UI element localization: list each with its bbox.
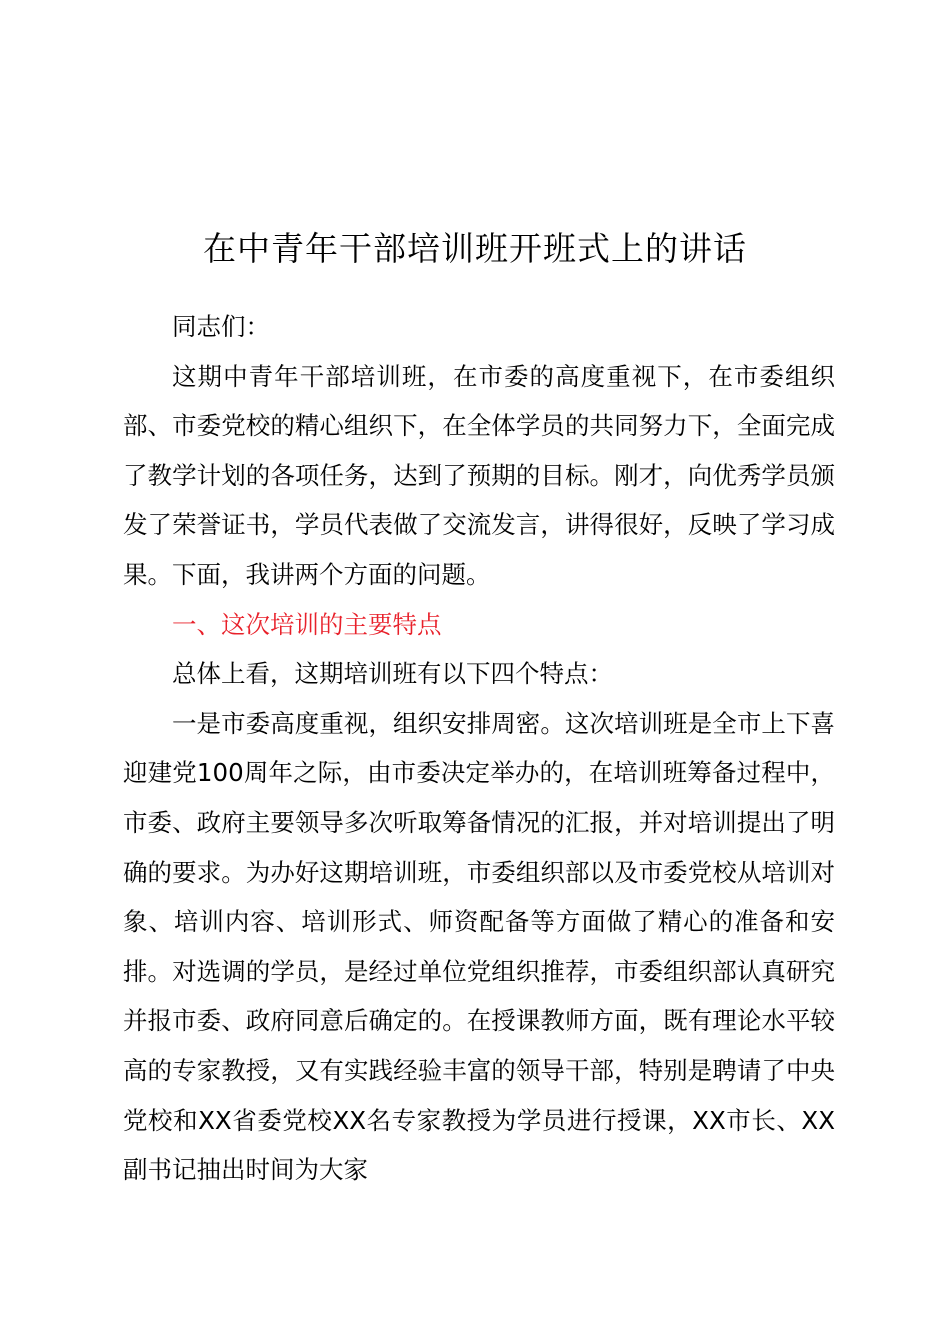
salutation: 同志们：: [172, 312, 270, 341]
document-body: [123, 302, 835, 1195]
paragraph-feature-1: 一是市委高度重视，组织安排周密。这次培训班是全市上下喜迎建党100周年之际，由市委决定举办的，在培训班筹备过程中，市委、政府主要领导多次听取筹备情况的汇报，并对培训提出了明确的要求。为办好这期培训班，市委组织部以及市委党校从培训对象、培训内容、培训形式、师资配备等方面做了精心的准备和安排。对选调的学员，是经过单位党组织推荐，市委组织部认真研究并报市委、政府同意后确定的。在授课教师方面，既有理论水平较高的专家教授，又有实践经验丰富的领导干部，特别是聘请了中央党校和XX省委党校XX名专家教授为学员进行授课，XX市长、XX副书记抽出时间为大家: [123, 708, 835, 1185]
document-title: 在中青年干部培训班开班式上的讲话: [203, 229, 747, 268]
section-heading-1: 一、这次培训的主要特点: [172, 609, 442, 639]
paragraph-overview: 总体上看，这期培训班有以下四个特点：: [172, 659, 613, 689]
paragraph-intro: 这期中青年干部培训班，在市委的高度重视下，在市委组织部、市委党校的精心组织下，在全体学员的共同努力下，全面完成了教学计划的各项任务，达到了预期的目标。刚才，向优秀学员颁发了荣誉证书，学员代表做了交流发言，讲得很好，反映了学习成果。下面，我讲两个方面的问题。: [123, 361, 835, 589]
